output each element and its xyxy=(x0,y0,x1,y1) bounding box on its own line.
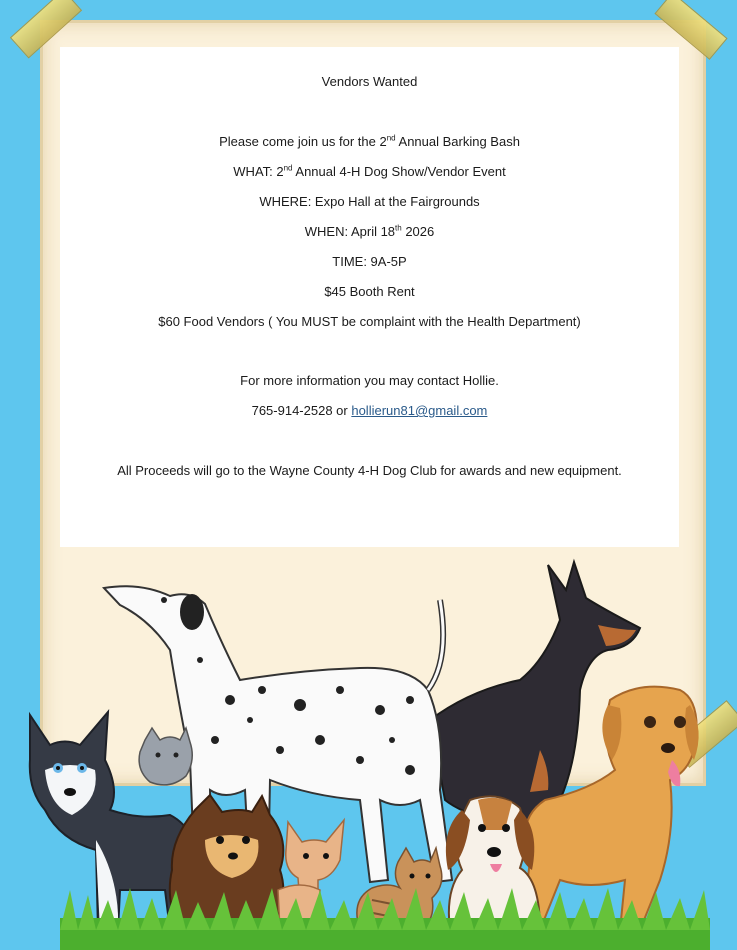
time-line: TIME: 9A-5P xyxy=(332,254,407,269)
booth-rent-line: $45 Booth Rent xyxy=(324,284,415,299)
flyer-text-box xyxy=(60,47,679,547)
when-line: WHEN: April 18th 2026 xyxy=(304,223,435,239)
flyer-heading: Vendors Wanted xyxy=(321,74,418,89)
dogs-illustration xyxy=(0,540,737,950)
contact-line xyxy=(60,403,679,418)
kitten-illustration xyxy=(139,728,192,785)
where-line: WHERE: Expo Hall at the Fairgrounds xyxy=(259,194,480,209)
contact-intro-line: For more information you may contact Hollie. xyxy=(240,373,499,388)
food-vendors-line: $60 Food Vendors ( You MUST be complaint with the Health Department) xyxy=(158,314,581,329)
chihuahua-illustration xyxy=(278,820,344,930)
proceeds-line: All Proceeds will go to the Wayne County 4-H Dog Club for awards and new equipment. xyxy=(117,463,622,478)
phone-number: 765-914-2528 or xyxy=(251,403,352,418)
what-line: WHAT: 2nd Annual 4-H Dog Show/Vendor Event xyxy=(233,163,506,179)
invite-line: Please come join us for the 2nd Annual Barking Bash xyxy=(219,133,520,149)
email-link[interactable]: hollierun81@gmail.com xyxy=(351,403,488,418)
